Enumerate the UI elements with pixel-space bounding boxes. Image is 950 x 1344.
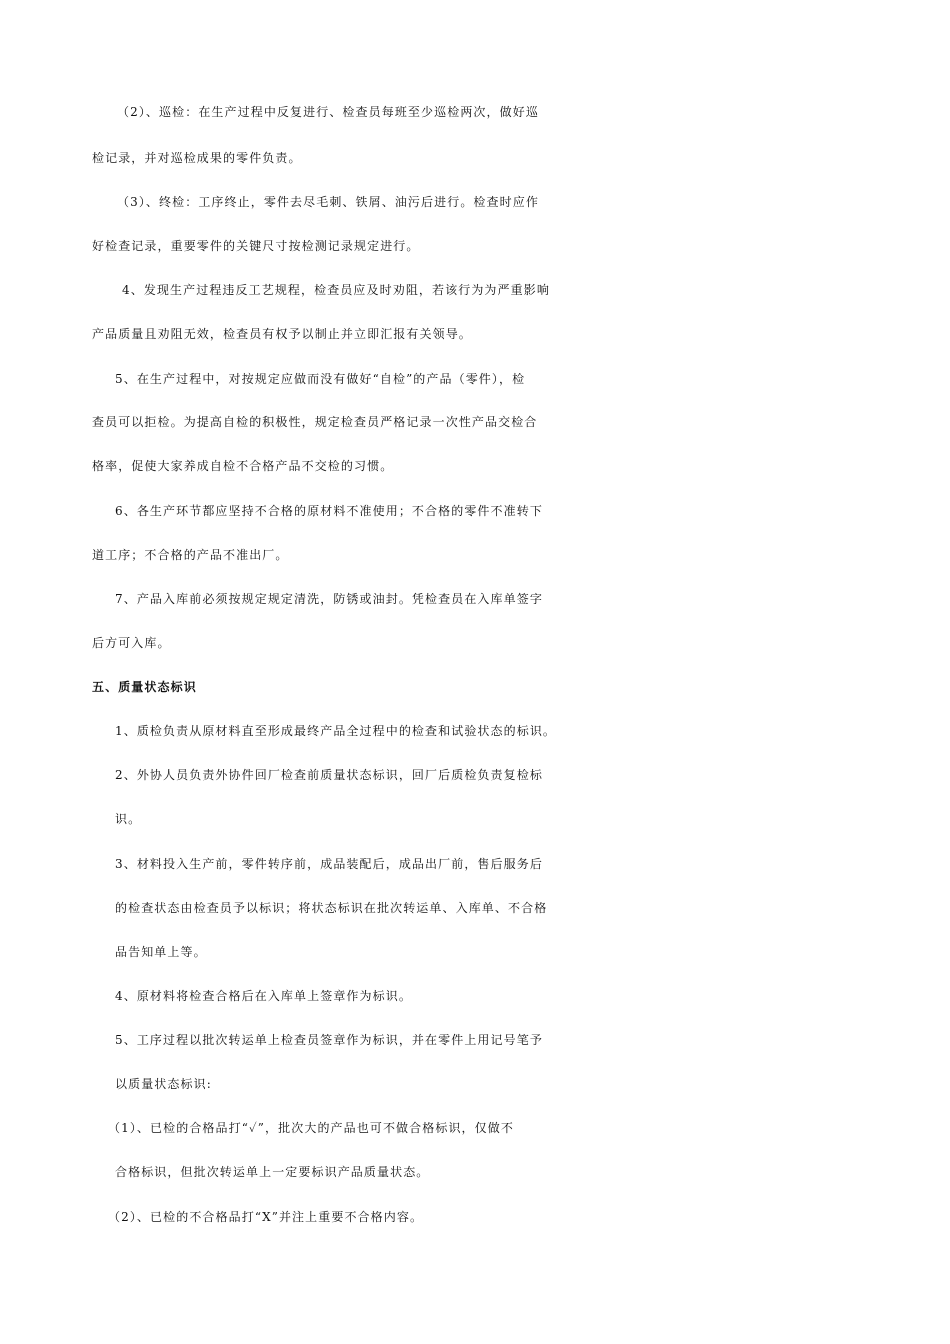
text-line: 好检查记录，重要零件的关键尺寸按检测记录规定进行。 [92, 239, 420, 253]
text-line: 检记录，并对巡检成果的零件负责。 [92, 151, 302, 165]
text-line: 以质量状态标识: [115, 1077, 212, 1091]
text-line: 3、材料投入生产前，零件转序前，成品装配后，成品出厂前，售后服务后 [115, 857, 543, 871]
text-line: （2）、巡检：在生产过程中反复进行、检查员每班至少巡检两次，做好巡 [117, 105, 539, 119]
text-line: 格率，促使大家养成自检不合格产品不交检的习惯。 [92, 459, 394, 473]
text-line: （1）、已检的合格品打“✓”，批次大的产品也可不做合格标识，仅做不 [108, 1121, 514, 1135]
text-line: （2）、已检的不合格品打“X”并注上重要不合格内容。 [108, 1210, 424, 1224]
text-line: 合格标识，但批次转运单上一定要标识产品质量状态。 [115, 1165, 430, 1179]
text-line: 查员可以拒检。为提高自检的积极性，规定检查员严格记录一次性产品交检合 [92, 415, 538, 429]
text-line: （3）、终检：工序终止，零件去尽毛刺、铁屑、油污后进行。检查时应作 [117, 195, 539, 209]
text-line: 2、外协人员负责外协件回厂检查前质量状态标识，回厂后质检负责复检标 [115, 768, 543, 782]
text-line: 7、产品入库前必须按规定规定清洗，防锈或油封。凭检查员在入库单签字 [115, 592, 543, 606]
text-line: 1、质检负责从原材料直至形成最终产品全过程中的检查和试验状态的标识。 [115, 724, 557, 738]
text-line: 识。 [115, 812, 142, 826]
text-line: 产品质量且劝阻无效，检查员有权予以制止并立即汇报有关领导。 [92, 327, 472, 341]
text-line: 4、原材料将检查合格后在入库单上签章作为标识。 [115, 989, 412, 1003]
text-line: 5、工序过程以批次转运单上检查员签章作为标识，并在零件上用记号笔予 [115, 1033, 543, 1047]
text-line: 后方可入库。 [92, 636, 171, 650]
text-line: 4、发现生产过程违反工艺规程，检查员应及时劝阻，若该行为为严重影响 [122, 283, 550, 297]
section-heading: 五、质量状态标识 [92, 680, 197, 694]
text-line: 6、各生产环节都应坚持不合格的原材料不准使用；不合格的零件不准转下 [115, 504, 543, 518]
text-line: 5、在生产过程中，对按规定应做而没有做好“自检”的产品（零件），检 [115, 372, 526, 386]
text-line: 的检查状态由检查员予以标识；将状态标识在批次转运单、入库单、不合格 [115, 901, 548, 915]
text-line: 道工序；不合格的产品不准出厂。 [92, 548, 289, 562]
text-line: 品告知单上等。 [115, 945, 207, 959]
